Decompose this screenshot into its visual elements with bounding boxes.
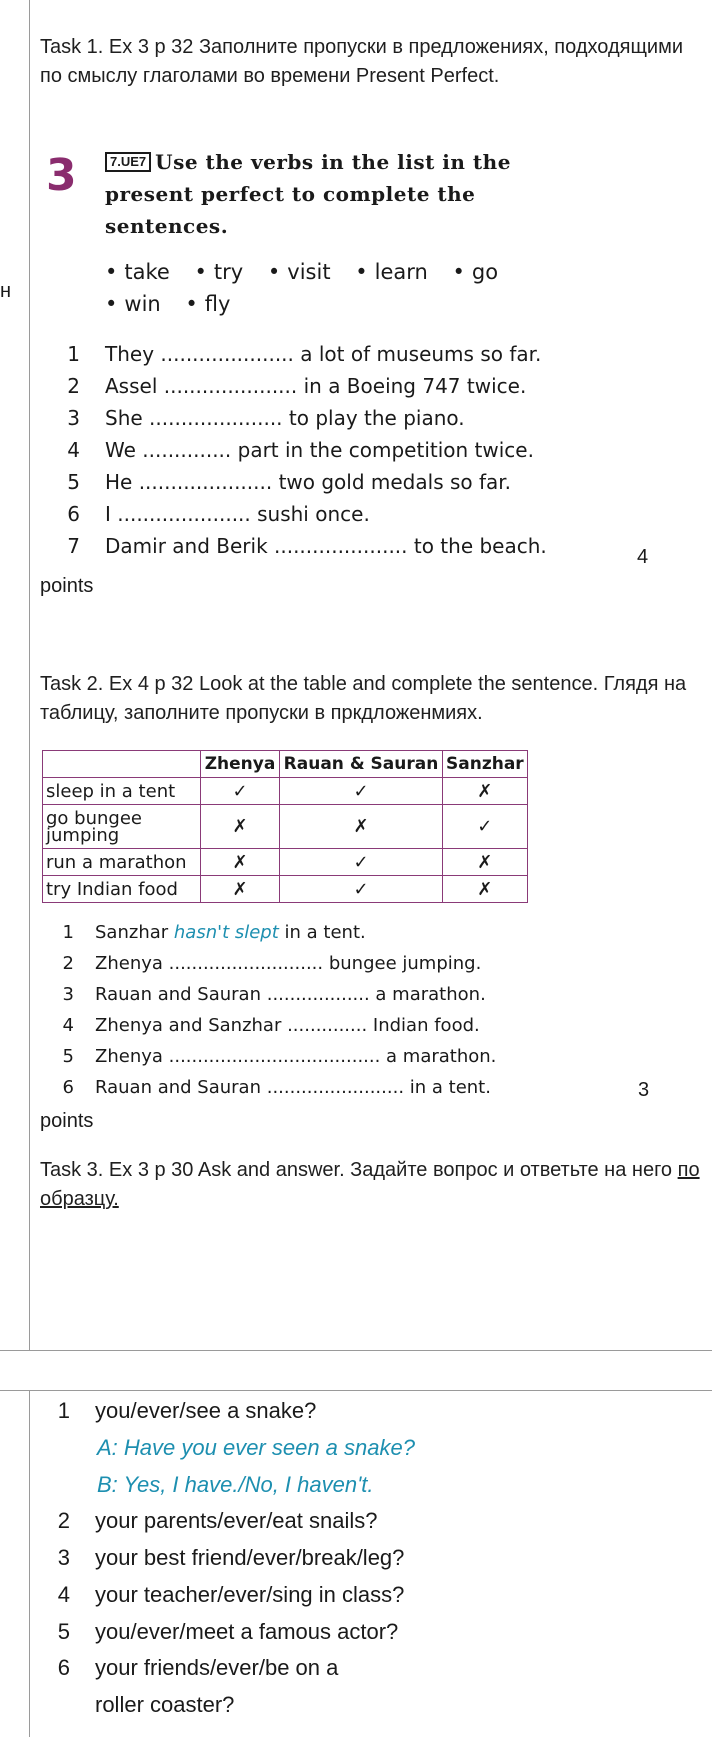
exercise-heading-text: Use the verbs in the list in the present perfect to complete the sentences. xyxy=(105,150,511,238)
table-mark: ✓ xyxy=(280,778,443,805)
item-text-continued: roller coaster? xyxy=(95,1692,235,1717)
sentence-number: 2 xyxy=(62,953,74,974)
margin-mark: н xyxy=(0,280,12,302)
sentence-number: 1 xyxy=(62,922,74,943)
table-mark: ✗ xyxy=(201,876,280,903)
page-divider-top xyxy=(0,1350,712,1351)
item-number: 2 xyxy=(57,1508,70,1533)
task2-label: Task 2. xyxy=(40,673,104,695)
item-number: 1 xyxy=(57,1398,70,1423)
table-row-label: sleep in a tent xyxy=(43,778,201,805)
sentence-number: 4 xyxy=(67,438,80,462)
task1-points-label: points xyxy=(40,575,94,597)
verb-item: • go xyxy=(453,260,499,284)
task1-instruction-text: Ex 3 p 32 Заполните пропуски в предложениях, подходящими по смыслу глаголами во времени Present Perfect. xyxy=(40,36,683,87)
table-row xyxy=(43,805,528,849)
page-divider-bottom xyxy=(0,1390,712,1391)
left-margin-line-bottom xyxy=(29,1390,30,1737)
item-text: your parents/ever/eat snails? xyxy=(95,1508,378,1533)
verb-item: • try xyxy=(195,260,244,284)
table-mark: ✓ xyxy=(443,805,528,849)
table-mark: ✗ xyxy=(201,849,280,876)
table-row xyxy=(43,876,528,903)
verb-item: • fly xyxy=(185,292,230,316)
item-number: 5 xyxy=(57,1619,70,1644)
sentence-text: She ..................... to play the piano. xyxy=(105,406,465,430)
sentence-text: Damir and Berik ..................... to the beach. xyxy=(105,534,547,558)
sentence-number: 5 xyxy=(62,1046,74,1067)
verb-item: • take xyxy=(105,260,170,284)
task2-instruction-text: Ex 4 p 32 Look at the table and complete the sentence. Глядя на таблицу, заполните пропуски в пркдложенмиях. xyxy=(40,673,687,724)
sentence-text: They ..................... a lot of museums so far. xyxy=(105,342,542,366)
table-row xyxy=(43,849,528,876)
table-mark: ✗ xyxy=(443,778,528,805)
sentence-number: 4 xyxy=(62,1015,74,1036)
experience-table xyxy=(42,750,528,903)
task1-label: Task 1. xyxy=(40,36,104,58)
item-text: your best friend/ever/break/leg? xyxy=(95,1545,405,1570)
task2-instruction xyxy=(40,670,705,728)
sentence-number: 1 xyxy=(67,342,80,366)
verb-list-row-1 xyxy=(105,260,516,284)
table-mark: ✓ xyxy=(201,778,280,805)
sentence-number: 3 xyxy=(62,984,74,1005)
sentence-text: Zhenya ........................... bungee jumping. xyxy=(95,953,482,974)
table-mark: ✓ xyxy=(280,849,443,876)
table-header-cell xyxy=(43,751,201,778)
sentence-answer: hasn't slept xyxy=(173,922,279,943)
task2-score: 3 xyxy=(638,1079,650,1101)
verb-item: • win xyxy=(105,292,161,316)
task1-score: 4 xyxy=(637,546,649,568)
task3-instruction xyxy=(40,1156,705,1214)
table-mark: ✓ xyxy=(280,876,443,903)
sentence-number: 6 xyxy=(62,1077,74,1098)
item-number: 4 xyxy=(57,1582,70,1607)
example-answer-a: A: Have you ever seen a snake? xyxy=(97,1435,415,1460)
sentence-number: 5 xyxy=(67,470,80,494)
verb-item: • visit xyxy=(268,260,331,284)
table-row xyxy=(43,778,528,805)
exercise-heading xyxy=(105,146,585,242)
item-text: you/ever/meet a famous actor? xyxy=(95,1619,399,1644)
item-number: 6 xyxy=(57,1655,70,1680)
task2-points-label: points xyxy=(40,1110,94,1132)
table-row-label: run a marathon xyxy=(43,849,201,876)
verb-list-row-2 xyxy=(105,292,248,316)
sentence-text: Zhenya and Sanzhar .............. Indian food. xyxy=(95,1015,480,1036)
sentence-text: Zhenya ..................................... a marathon. xyxy=(95,1046,497,1067)
left-margin-line-top xyxy=(29,0,30,1350)
table-header-row xyxy=(43,751,528,778)
task3-label: Task 3. xyxy=(40,1159,104,1181)
task1-instruction xyxy=(40,33,705,91)
sentence-number: 2 xyxy=(67,374,80,398)
item-text: your teacher/ever/sing in class? xyxy=(95,1582,405,1607)
exercise-number: 3 xyxy=(46,150,77,201)
sentence-number: 7 xyxy=(67,534,80,558)
task3-instruction-text: Ex 3 p 30 Ask and answer. Задайте вопрос и ответьте на него xyxy=(108,1159,673,1181)
table-mark: ✗ xyxy=(443,876,528,903)
sentence-text: We .............. part in the competition twice. xyxy=(105,438,534,462)
example-answer-b: B: Yes, I have./No, I haven't. xyxy=(97,1472,374,1497)
table-header-cell: Zhenya xyxy=(201,751,280,778)
sentence-text: Assel ..................... in a Boeing 747 twice. xyxy=(105,374,527,398)
table-header-cell: Rauan & Sauran xyxy=(280,751,443,778)
sentence-text: He ..................... two gold medals so far. xyxy=(105,470,512,494)
sentence-text: Rauan and Sauran ........................ in a tent. xyxy=(95,1077,491,1098)
table-mark: ✗ xyxy=(443,849,528,876)
sentence-before: Sanzhar xyxy=(95,922,169,943)
item-number: 3 xyxy=(57,1545,70,1570)
table-row-label: try Indian food xyxy=(43,876,201,903)
item-text: your friends/ever/be on a xyxy=(95,1655,339,1680)
sentence-text: Rauan and Sauran .................. a marathon. xyxy=(95,984,486,1005)
sentence-after: in a tent. xyxy=(284,922,366,943)
verb-item: • learn xyxy=(355,260,428,284)
table-row-label: go bungee jumping xyxy=(43,805,201,849)
table-header-cell: Sanzhar xyxy=(443,751,528,778)
sentence-number: 3 xyxy=(67,406,80,430)
exercise-code-badge: 7.UE7 xyxy=(105,152,151,172)
task3-instruction-link[interactable]: по образцу. xyxy=(40,1159,700,1210)
sentence-number: 6 xyxy=(67,502,80,526)
table-mark: ✗ xyxy=(201,805,280,849)
sentence-text xyxy=(95,922,366,943)
sentence-text: I ..................... sushi once. xyxy=(105,502,370,526)
item-text: you/ever/see a snake? xyxy=(95,1398,317,1423)
table-mark: ✗ xyxy=(280,805,443,849)
